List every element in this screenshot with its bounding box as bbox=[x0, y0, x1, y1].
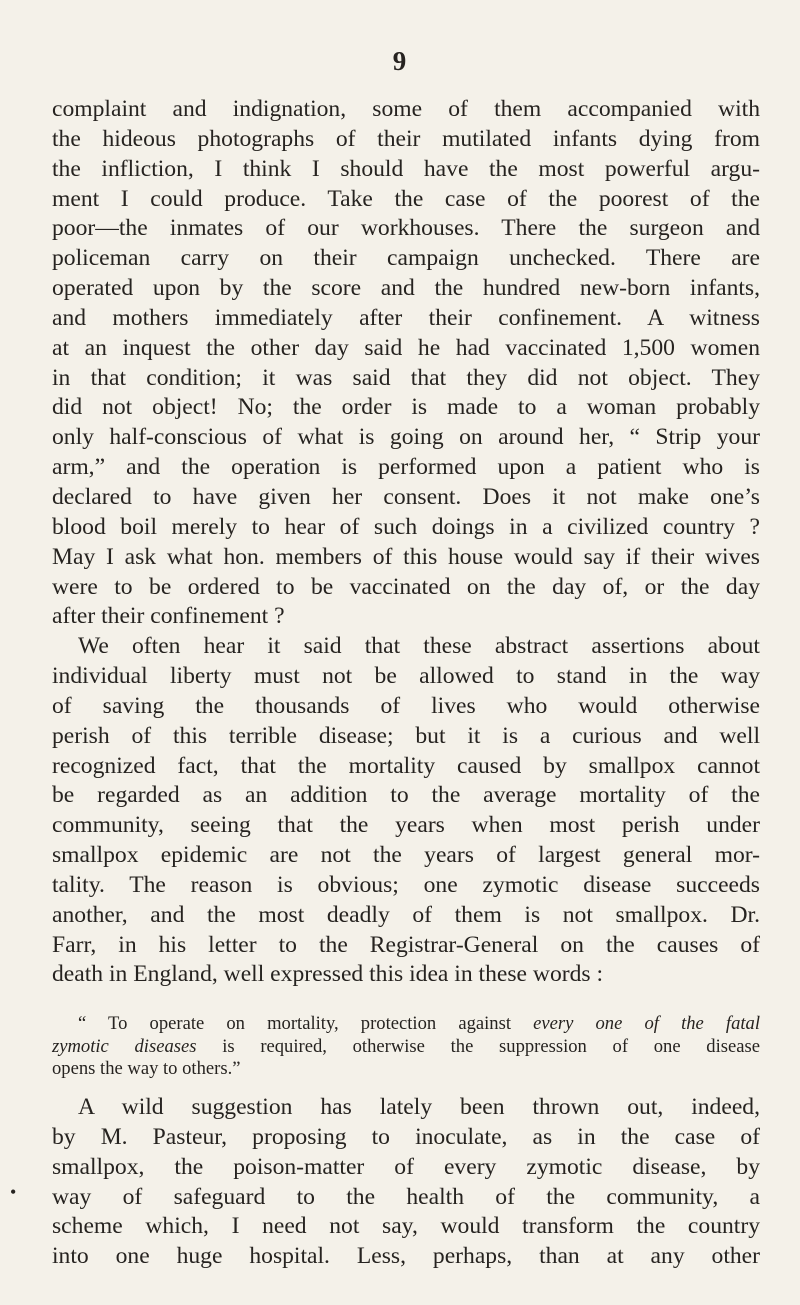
text-line: smallpox epidemic are not the years of largest general mor- bbox=[52, 842, 760, 869]
paragraph-complaint bbox=[52, 95, 760, 990]
text-line: of saving the thousands of lives who would otherwise bbox=[52, 692, 760, 719]
text-line: policeman carry on their campaign unchecked. There are bbox=[52, 245, 760, 272]
quote-line bbox=[52, 1036, 760, 1059]
text-line: way of safeguard to the health of the community, a bbox=[52, 1183, 760, 1210]
text-line: poor—the inmates of our workhouses. There the surgeon and bbox=[52, 215, 760, 242]
text-line: complaint and indignation, some of them accompanied with bbox=[52, 96, 760, 122]
text-line: recognized fact, that the mortality caused by smallpox cannot bbox=[52, 752, 760, 779]
text-line: and mothers immediately after their confinement. A witness bbox=[52, 304, 760, 331]
quote-emphasis: every one of the fatal bbox=[533, 1013, 761, 1034]
text-line: arm,” and the operation is performed upon a patient who is bbox=[52, 454, 760, 481]
text-line: in that condition; it was said that they did not object. They bbox=[52, 364, 760, 391]
text-line: tality. The reason is obvious; one zymotic disease succeeds bbox=[52, 871, 760, 898]
text-line: ment I could produce. Take the case of the poorest of the bbox=[52, 185, 760, 212]
quote-line bbox=[52, 1058, 760, 1081]
text-line: at an inquest the other day said he had vaccinated 1,500 women bbox=[52, 334, 760, 361]
text-line: were to be ordered to be vaccinated on the day of, or the day bbox=[52, 573, 760, 600]
quote-line bbox=[52, 1013, 760, 1036]
text-line: Farr, in his letter to the Registrar-General on the causes of bbox=[52, 931, 760, 958]
quote-text: opens the way to others.” bbox=[52, 1058, 241, 1080]
text-line: community, seeing that the years when most perish under bbox=[52, 812, 760, 839]
text-line: operated upon by the score and the hundred new-born infants, bbox=[52, 275, 760, 302]
text-line: blood boil merely to hear of such doings in a civilized country ? bbox=[52, 513, 760, 540]
text-line: smallpox, the poison-matter of every zymotic disease, by bbox=[52, 1153, 760, 1180]
text-line: be regarded as an addition to the average mortality of the bbox=[52, 782, 760, 809]
quote-emphasis: zymotic diseases bbox=[52, 1035, 197, 1057]
text-line: the infliction, I think I should have the most powerful argu- bbox=[52, 155, 760, 182]
text-line: perish of this terrible disease; but it is a curious and well bbox=[52, 722, 760, 749]
text-line: May I ask what hon. members of this house would say if their wives bbox=[52, 543, 760, 570]
text-line: individual liberty must not be allowed to stand in the way bbox=[52, 663, 760, 690]
farr-quotation bbox=[52, 1013, 760, 1081]
page-number: 9 bbox=[392, 46, 408, 76]
text-line: into one huge hospital. Less, perhaps, than at any other bbox=[52, 1243, 760, 1270]
text-line: the hideous photographs of their mutilated infants dying from bbox=[52, 125, 760, 152]
text-line: death in England, well expressed this idea in these words : bbox=[52, 961, 604, 988]
text-line: after their confinement ? bbox=[52, 603, 285, 630]
text-line: by M. Pasteur, proposing to inoculate, as in the case of bbox=[52, 1123, 760, 1150]
text-line: A wild suggestion has lately been thrown out, indeed, bbox=[78, 1094, 760, 1120]
quote-text: is required, otherwise the suppression of one disease bbox=[222, 1035, 760, 1057]
paragraph-pasteur bbox=[52, 1093, 760, 1272]
quote-text: “ To operate on mortality, protection against bbox=[78, 1013, 511, 1034]
text-line: declared to have given her consent. Does it not make one’s bbox=[52, 483, 760, 510]
text-line: only half-conscious of what is going on around her, “ Strip your bbox=[52, 424, 760, 451]
text-line: scheme which, I need not say, would transform the country bbox=[52, 1213, 760, 1240]
text-line: We often hear it said that these abstract assertions about bbox=[78, 633, 760, 660]
text-line: another, and the most deadly of them is not smallpox. Dr. bbox=[52, 901, 760, 928]
text-line: did not object! No; the order is made to a woman probably bbox=[52, 394, 760, 421]
margin-bullet-mark: • bbox=[10, 1182, 17, 1202]
